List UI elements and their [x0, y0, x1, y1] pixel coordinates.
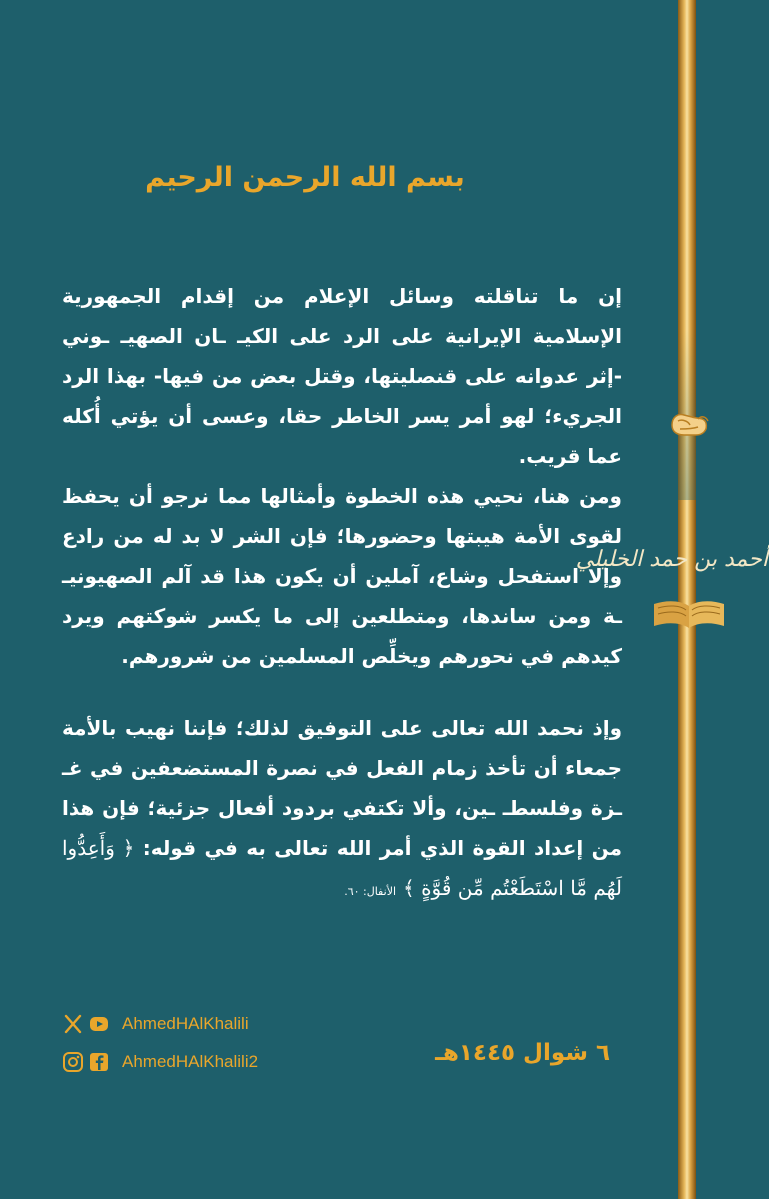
social-links [62, 1010, 258, 1086]
open-book-icon [650, 596, 728, 632]
quran-verse: ﴿ وَأَعِدُّوا لَهُم مَّا اسْتَطَعْتُم مِّن قُوَّةٍ ﴾ [62, 836, 622, 900]
x-icon[interactable] [62, 1013, 84, 1035]
paragraph-2: ومن هنا، نحيي هذه الخطوة وأمثالها مما نرجو أن يحفظ لقوى الأمة هيبتها وحضورها؛ فإن الشر لا بد له من رادع وإلا استفحل وشاع، آملين أن يكون هذا قد آلم الصهيونيـ ـة ومن ساندها، ومتطلعين إلى ما يكسر شوكتهم ويرد كيدهم في نحورهم ويخلِّص المسلمين من شرورهم. [62, 484, 622, 668]
hijri-date: ٦ شوال ١٤٤٥هـ [435, 1040, 610, 1066]
social-handle-1[interactable]: AhmedHAlKhalili [122, 1014, 249, 1033]
paragraph-3-text: وإذ نحمد الله تعالى على التوفيق لذلك؛ فإننا نهيب بالأمة جمعاء أن تأخذ زمام الفعل في نصرة المستضعفين في غـ ـزة وفلسطـ ـين، وألا تكتفي بردود أفعال جزئية؛ فإن هذا من إعداد القوة الذي أمر الله تعالى به في قوله: [62, 716, 622, 860]
social-handle-2[interactable]: AhmedHAlKhalili2 [122, 1052, 259, 1071]
youtube-icon[interactable] [88, 1013, 110, 1035]
social-row-1 [62, 1010, 258, 1038]
social-row-2 [62, 1048, 258, 1076]
signature: أحمد بن حمد الخليلي [575, 547, 768, 572]
paragraph-3 [62, 708, 622, 912]
clasped-hands-icon [658, 395, 718, 455]
facebook-icon[interactable] [88, 1051, 110, 1073]
basmala-heading: بسم الله الرحمن الرحيم [145, 162, 465, 193]
verse-reference: الأنفال: ٦٠. [344, 885, 397, 898]
instagram-icon[interactable] [62, 1051, 84, 1073]
paragraph-1: إن ما تناقلته وسائل الإعلام من إقدام الجمهورية الإسلامية الإيرانية على الرد على الكيـ ـان الصهيـ ـوني -إثر عدوانه على قنصليتها، وقتل بعض من فيها- بهذا الرد الجريء؛ لهو أمر يسر الخاطر حقا، وعسى أن يؤتي أُكله عما قريب. [62, 284, 622, 468]
